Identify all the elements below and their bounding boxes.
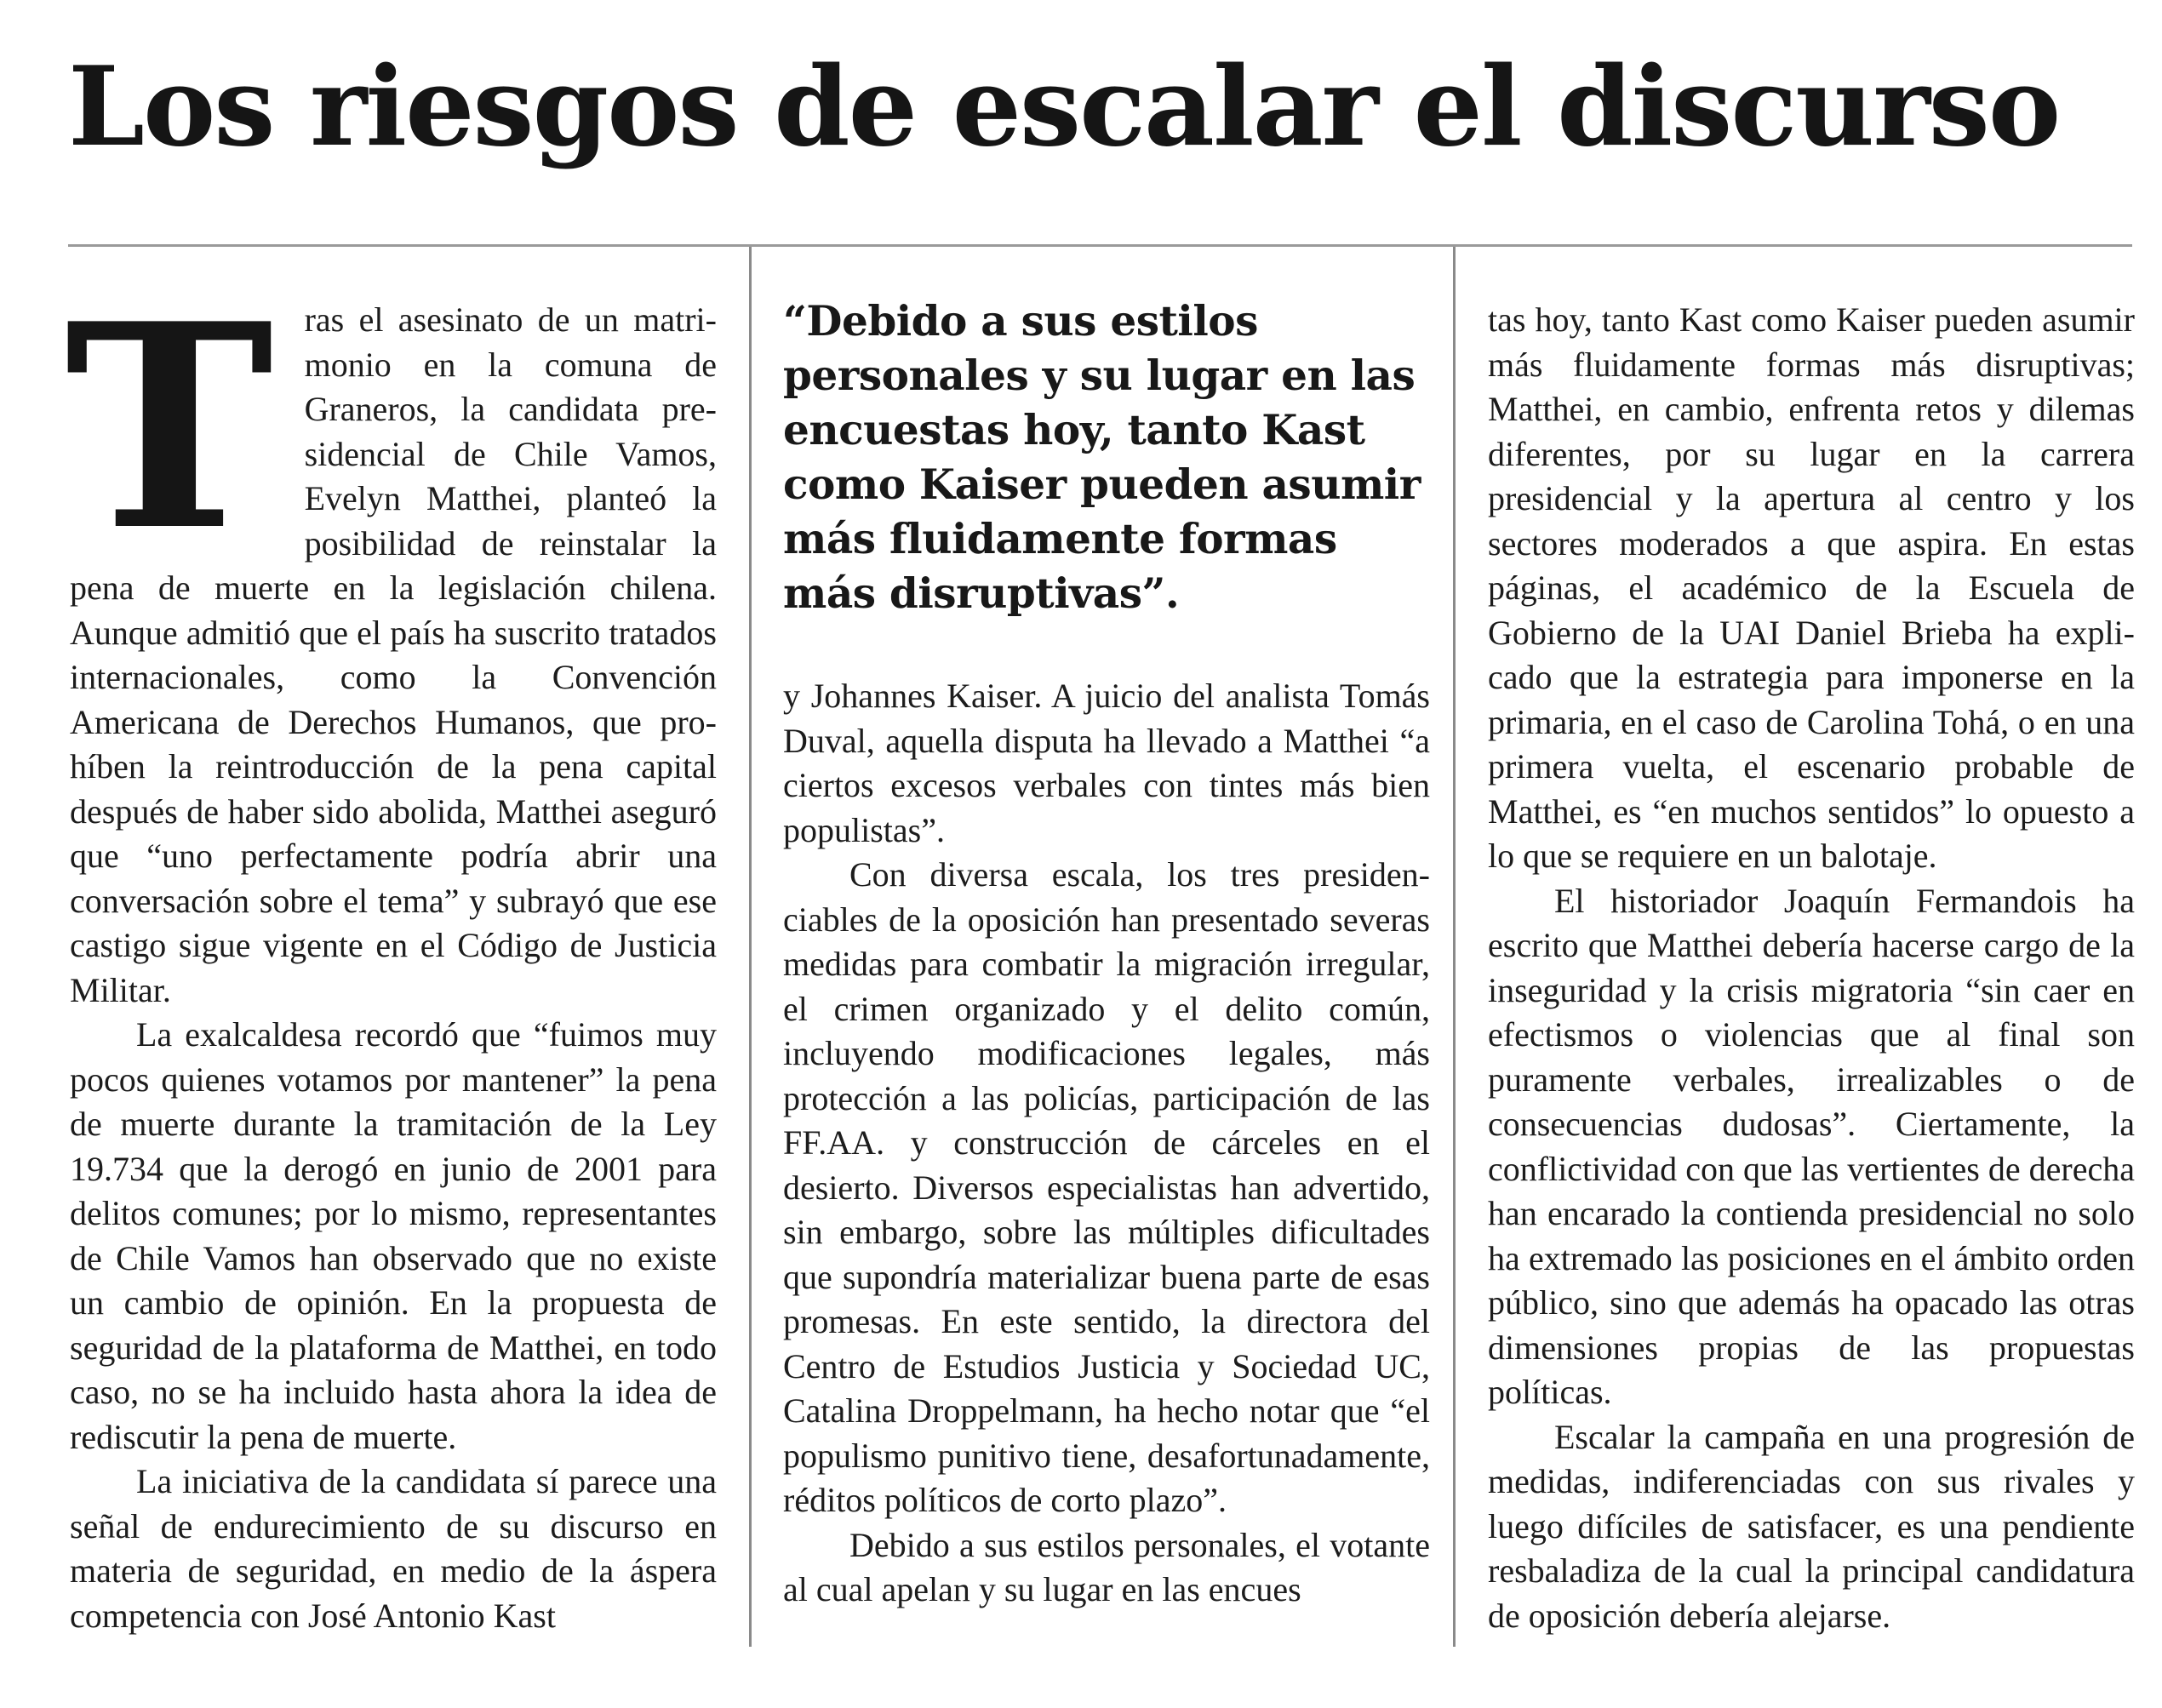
paragraph: [65, 262, 717, 1013]
paragraph: Escalar la campaña en una progresión de medidas, indiferenciadas con sus rivales y luego difíciles de satisfacer, es una pendiente resbaladiza de la cual la principal candidatura de oposición debería alejarse.: [1488, 1417, 2135, 1635]
paragraph: y Johannes Kaiser. A juicio del analista Tomás Duval, aquella disputa ha llevado a Matthei “a ciertos excesos verbales con tintes más bien populistas”.: [783, 677, 1430, 849]
column-2: [783, 298, 1430, 1613]
paragraph-text: ras el asesinato de un matrimonio en la comuna de Graneros, la candidata presidencial de Chile Vamos, Evelyn Matthei, planteó la posibilidad de reinstalar la pena de muerte en la legislación chilena. Aunque admitió que el país ha suscrito tratados internacionales, como la Convención Americana de Derechos Humanos, que prohíben la reintroducción de la pena capital después de haber sido abolida, Matthei aseguró que “uno perfectamente podría abrir una conversación sobre el tema” y subrayó que ese castigo sigue vigente en el Código de Justicia Militar.: [70, 300, 717, 1009]
paragraph: tas hoy, tanto Kast como Kaiser pueden asumir más fluidamente formas más disruptivas; Matthei, en cambio, enfrenta retos y dilemas diferentes, por su lugar en la carrera presidencial y la apertura al centro y los sectores moderados a que aspira. En estas páginas, el académico de la Escuela de Gobierno de la UAI Daniel Brieba ha explicado que la estrategia para imponerse en la primaria, en el caso de Carolina Tohá, o en una primera vuelta, el escenario probable de Matthei, es “en muchos sentidos” lo opuesto a lo que se requiere en un balotaje.: [1488, 300, 2135, 875]
paragraph: Debido a sus estilos personales, el votante al cual apelan y su lugar en las encues: [783, 1525, 1430, 1608]
column-1: [65, 262, 717, 1638]
header-rule: [68, 244, 2132, 247]
headline: Los riesgos de escalar el discurso: [68, 43, 2060, 171]
column-divider-right: [1453, 247, 1456, 1647]
paragraph: Con diversa escala, los tres presidenciables de la oposición han presentado severas medidas para combatir la migración irregular, el crimen organizado y el delito común, incluyendo modificaciones legales, más protección a las policías, participación de las FF.AA. y construcción de cárceles en el desierto. Diversos especialistas han advertido, sin embargo, sobre las múltiples dificultades que supondría materializar buena parte de esas promesas. En este sentido, la directora del Centro de Estudios Justicia y Sociedad UC, Catalina Droppelmann, ha hecho notar que “el populismo punitivo tiene, desafortunadamente, réditos políticos de corto plazo”.: [783, 855, 1430, 1519]
paragraph: El historiador Joaquín Fermandois ha escrito que Matthei debería hacerse cargo de la inseguridad y la crisis migratoria “sin caer en efectismos o violencias que al final son puramente verbales, irrealizables o de consecuencias dudosas”. Ciertamente, la conflictividad con que las vertientes de derecha han encarado la contienda presidencial no solo ha extremado las posiciones en el ámbito orden público, sino que además ha opacado las otras dimensiones propias de las propuestas políticas.: [1488, 881, 2135, 1411]
paragraph: La exalcaldesa recordó que “fuimos muy pocos quienes votamos por mantener” la pena de muerte durante la tramitación de la Ley 19.734 que la derogó en junio de 2001 para delitos comunes; por lo mismo, representantes de Chile Vamos han observado que no existe un cambio de opinión. En la propuesta de seguridad de la plataforma de Matthei, en todo caso, no se ha incluido hasta ahora la idea de rediscutir la pena de muerte.: [70, 1015, 717, 1456]
paragraph: La iniciativa de la candidata sí parece una señal de endurecimiento de su discurso en materia de seguridad, en medio de la áspera competencia con José Antonio Kast: [70, 1462, 717, 1635]
column-3: [1488, 298, 2135, 1638]
column-divider-left: [749, 247, 752, 1647]
drop-cap: T: [65, 262, 274, 592]
pull-quote: “Debido a sus estilos personales y su lugar en las encuestas hoy, tanto Kast como Kaiser pueden asumir más fluidamente formas más disruptivas”.: [783, 297, 1421, 618]
